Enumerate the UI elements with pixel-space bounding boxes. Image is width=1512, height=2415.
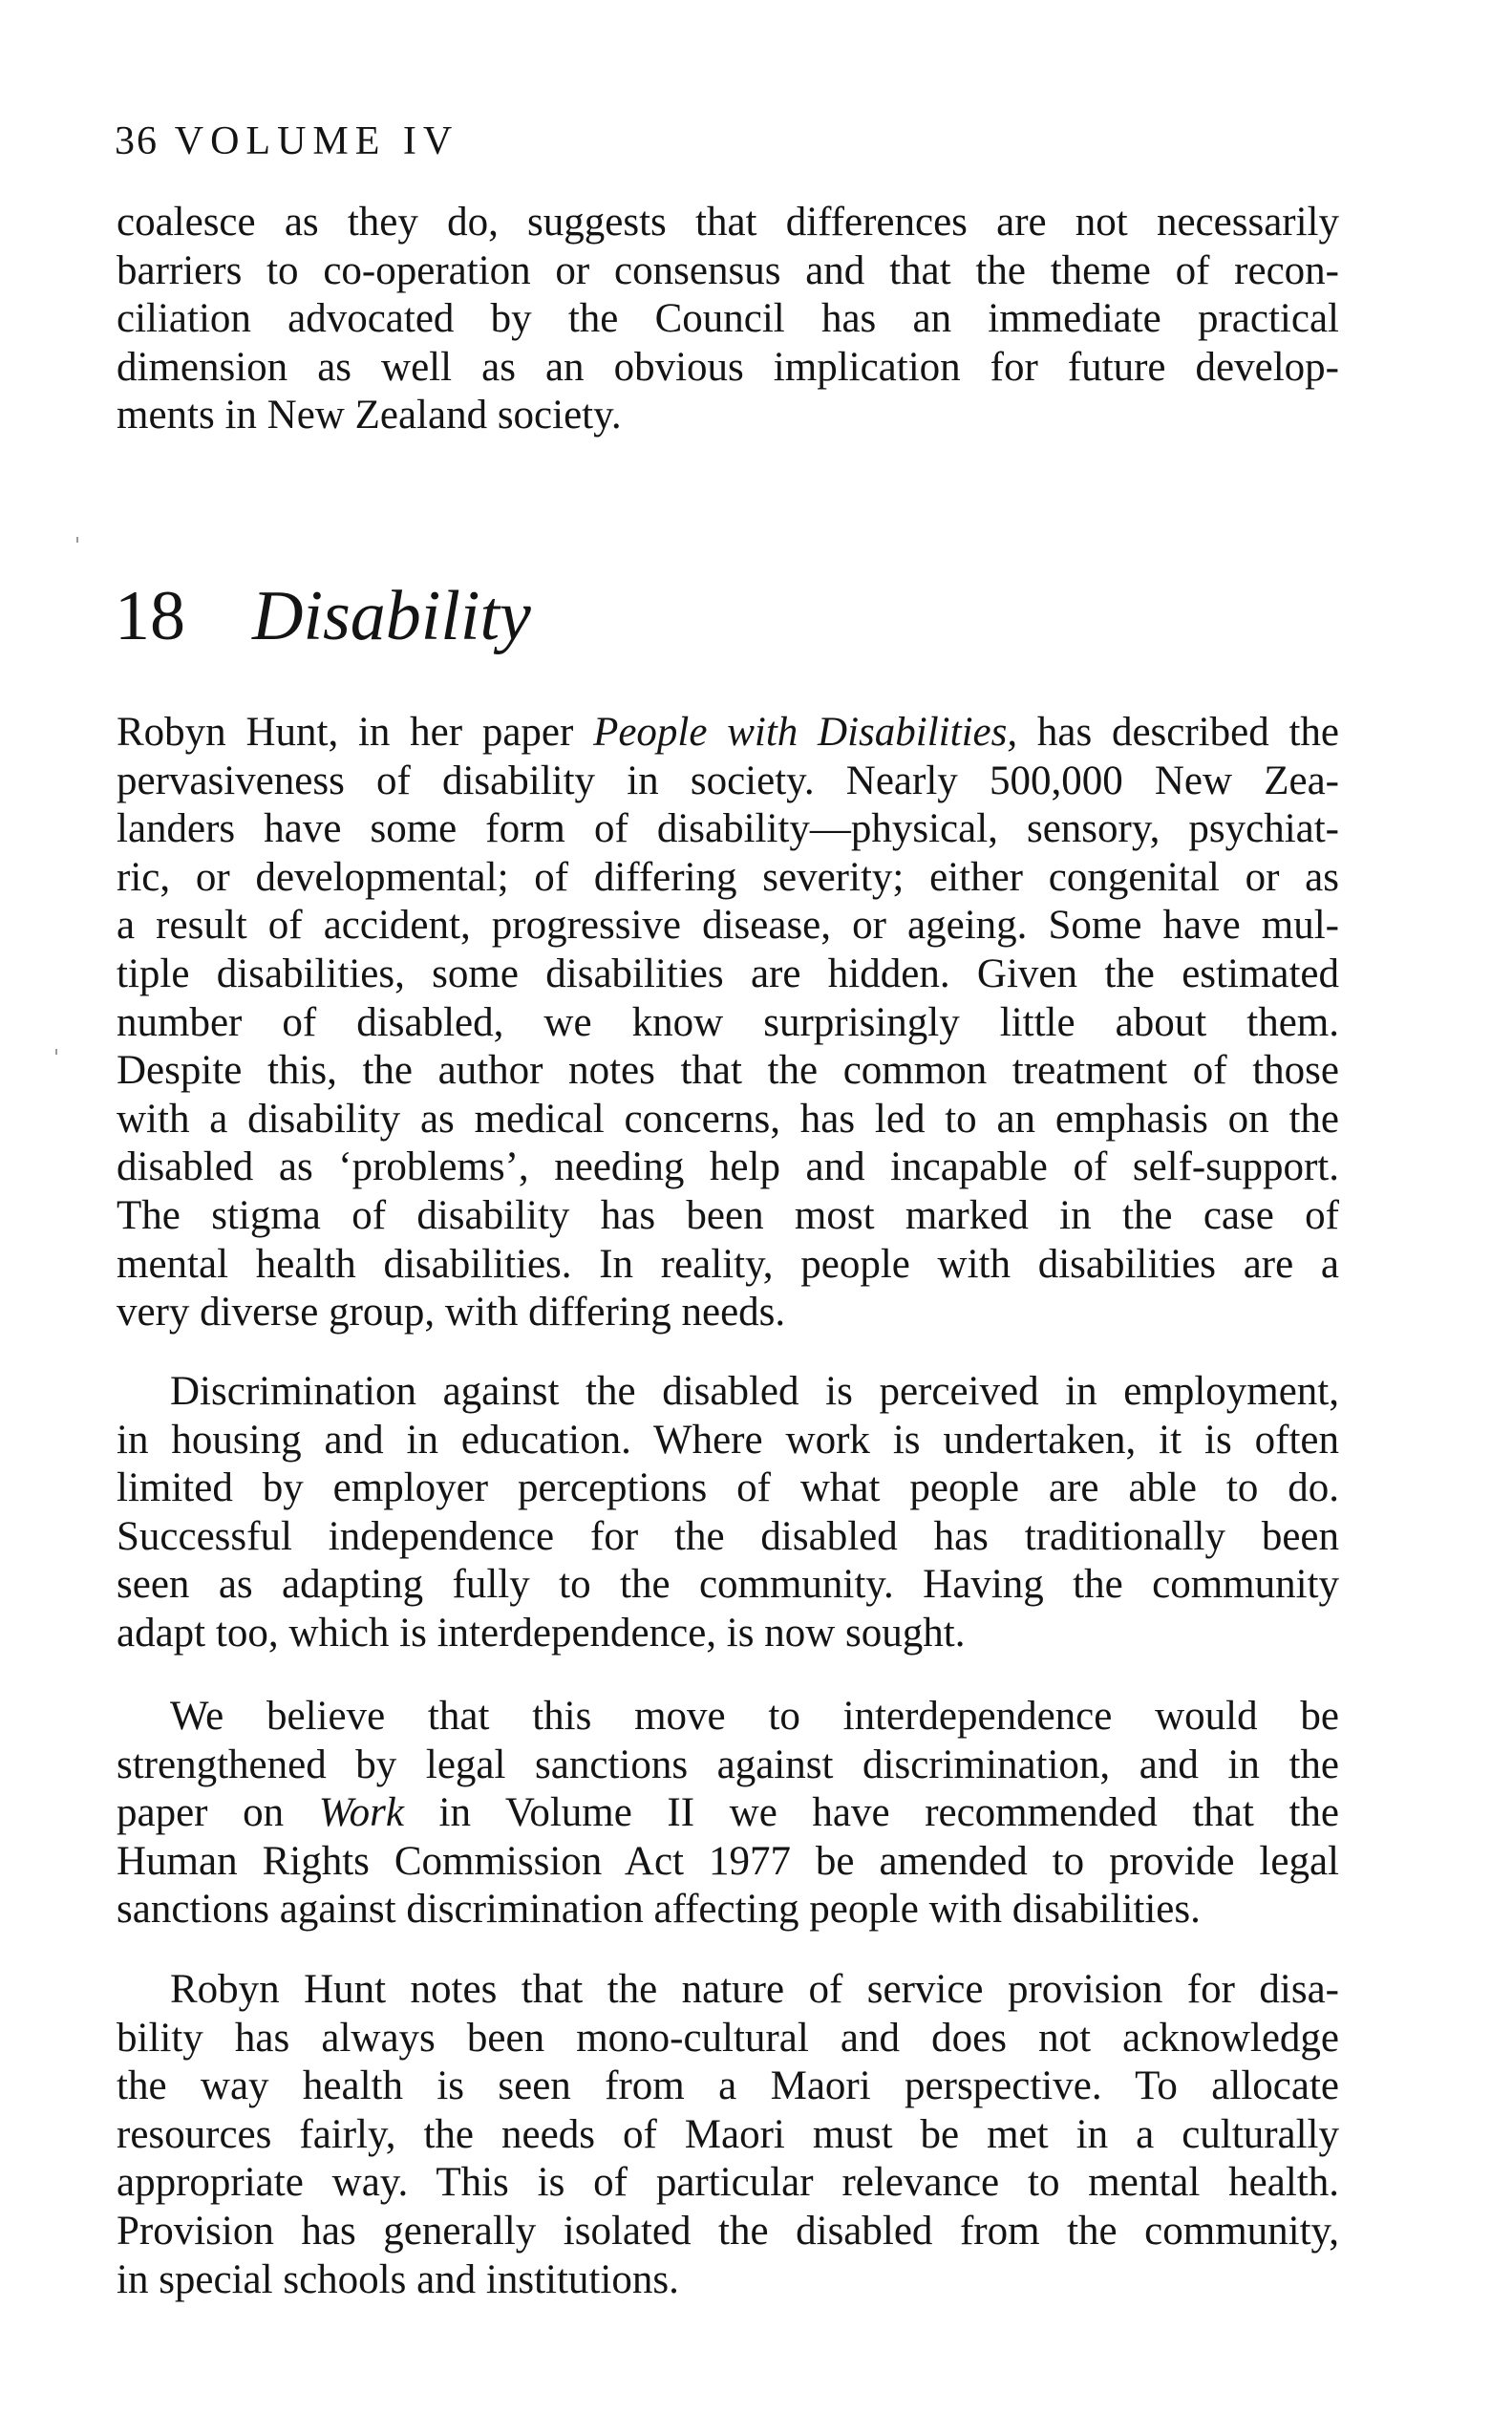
text-line: landers have some form of disability—physical, sensory, psychiat- bbox=[117, 806, 1339, 852]
text-line: coalesce as they do, suggests that differences are not necessarily bbox=[117, 200, 1339, 245]
text-line: disabled as ‘problems’, needing help and incapable of self-support. bbox=[117, 1144, 1339, 1190]
print-speck bbox=[76, 537, 78, 543]
section-heading bbox=[115, 573, 531, 659]
text-line: ric, or developmental; of differing severity; either congenital or as bbox=[117, 854, 1339, 900]
text-line: Successful independence for the disabled has traditionally been bbox=[117, 1513, 1339, 1559]
text-line: Provision has generally isolated the disabled from the community, bbox=[117, 2208, 1339, 2254]
text-line: We believe that this move to interdependence would be bbox=[170, 1694, 1339, 1739]
paragraph-3 bbox=[117, 1693, 1339, 1934]
text-line: pervasiveness of disability in society. Nearly 500,000 New Zea- bbox=[117, 758, 1339, 803]
text-line: resources fairly, the needs of Maori must be met in a culturally bbox=[117, 2111, 1339, 2157]
intro-paragraph bbox=[117, 199, 1339, 440]
text-run: Robyn Hunt, in her paper bbox=[117, 710, 594, 755]
section-number: 18 bbox=[115, 577, 185, 655]
page-number: 36 bbox=[115, 119, 159, 163]
text-line: in special schools and institutions. bbox=[117, 2256, 679, 2302]
text-line: The stigma of disability has been most marked in the case of bbox=[117, 1192, 1339, 1238]
text-line: appropriate way. This is of particular relevance to mental health. bbox=[117, 2160, 1339, 2206]
running-head-volume: VOLUME IV bbox=[174, 119, 459, 163]
text-line bbox=[117, 709, 1339, 758]
text-line: ments in New Zealand society. bbox=[117, 393, 622, 438]
text-line: Discrimination against the disabled is perceived in employment, bbox=[170, 1369, 1339, 1414]
text-line: barriers to co-operation or consensus and that the theme of recon- bbox=[117, 247, 1339, 293]
text-line: Human Rights Commission Act 1977 be amended to provide legal bbox=[117, 1838, 1339, 1884]
text-line: Robyn Hunt notes that the nature of service provision for disa- bbox=[170, 1967, 1339, 2012]
text-line: mental health disabilities. In reality, people with disabilities are a bbox=[117, 1241, 1339, 1287]
text-line: very diverse group, with differing needs. bbox=[117, 1290, 786, 1336]
text-line: a result of accident, progressive disease, or ageing. Some have mul- bbox=[117, 903, 1339, 949]
print-speck bbox=[55, 1049, 57, 1055]
text-line: seen as adapting fully to the community. Having the community bbox=[117, 1562, 1339, 1608]
text-line: strengthened by legal sanctions against discrimination, and in the bbox=[117, 1742, 1339, 1787]
paper-title-italic: People with Disabilities, bbox=[593, 710, 1018, 755]
text-line: the way health is seen from a Maori perspective. To allocate bbox=[117, 2063, 1339, 2109]
text-line: limited by employer perceptions of what people are able to do. bbox=[117, 1465, 1339, 1511]
text-line: Despite this, the author notes that the common treatment of those bbox=[117, 1048, 1339, 1094]
paragraph-2 bbox=[117, 1368, 1339, 1658]
paragraph-1 bbox=[117, 709, 1339, 1337]
text-run: has described the bbox=[1017, 710, 1340, 755]
paper-title-italic: Work bbox=[318, 1790, 404, 1836]
text-line: adapt too, which is interdependence, is now sought. bbox=[117, 1610, 966, 1656]
text-line: in housing and in education. Where work is undertaken, it is often bbox=[117, 1417, 1339, 1463]
section-title: Disability bbox=[252, 577, 531, 655]
text-line: bility has always been mono-cultural and does not acknowledge bbox=[117, 2015, 1339, 2061]
paragraph-4 bbox=[117, 1966, 1339, 2304]
text-line bbox=[117, 1789, 1339, 1838]
text-run: in Volume II we have recommended that the bbox=[403, 1790, 1339, 1836]
text-line: number of disabled, we know surprisingly little about them. bbox=[117, 999, 1339, 1045]
running-head bbox=[115, 113, 458, 170]
text-line: dimension as well as an obvious implication for future develop- bbox=[117, 344, 1339, 390]
text-line: sanctions against discrimination affecting people with disabilities. bbox=[117, 1887, 1201, 1933]
text-line: ciliation advocated by the Council has an immediate practical bbox=[117, 296, 1339, 342]
text-line: tiple disabilities, some disabilities are hidden. Given the estimated bbox=[117, 951, 1339, 996]
text-line: with a disability as medical concerns, has led to an emphasis on the bbox=[117, 1096, 1339, 1142]
text-run: paper on bbox=[117, 1790, 319, 1836]
